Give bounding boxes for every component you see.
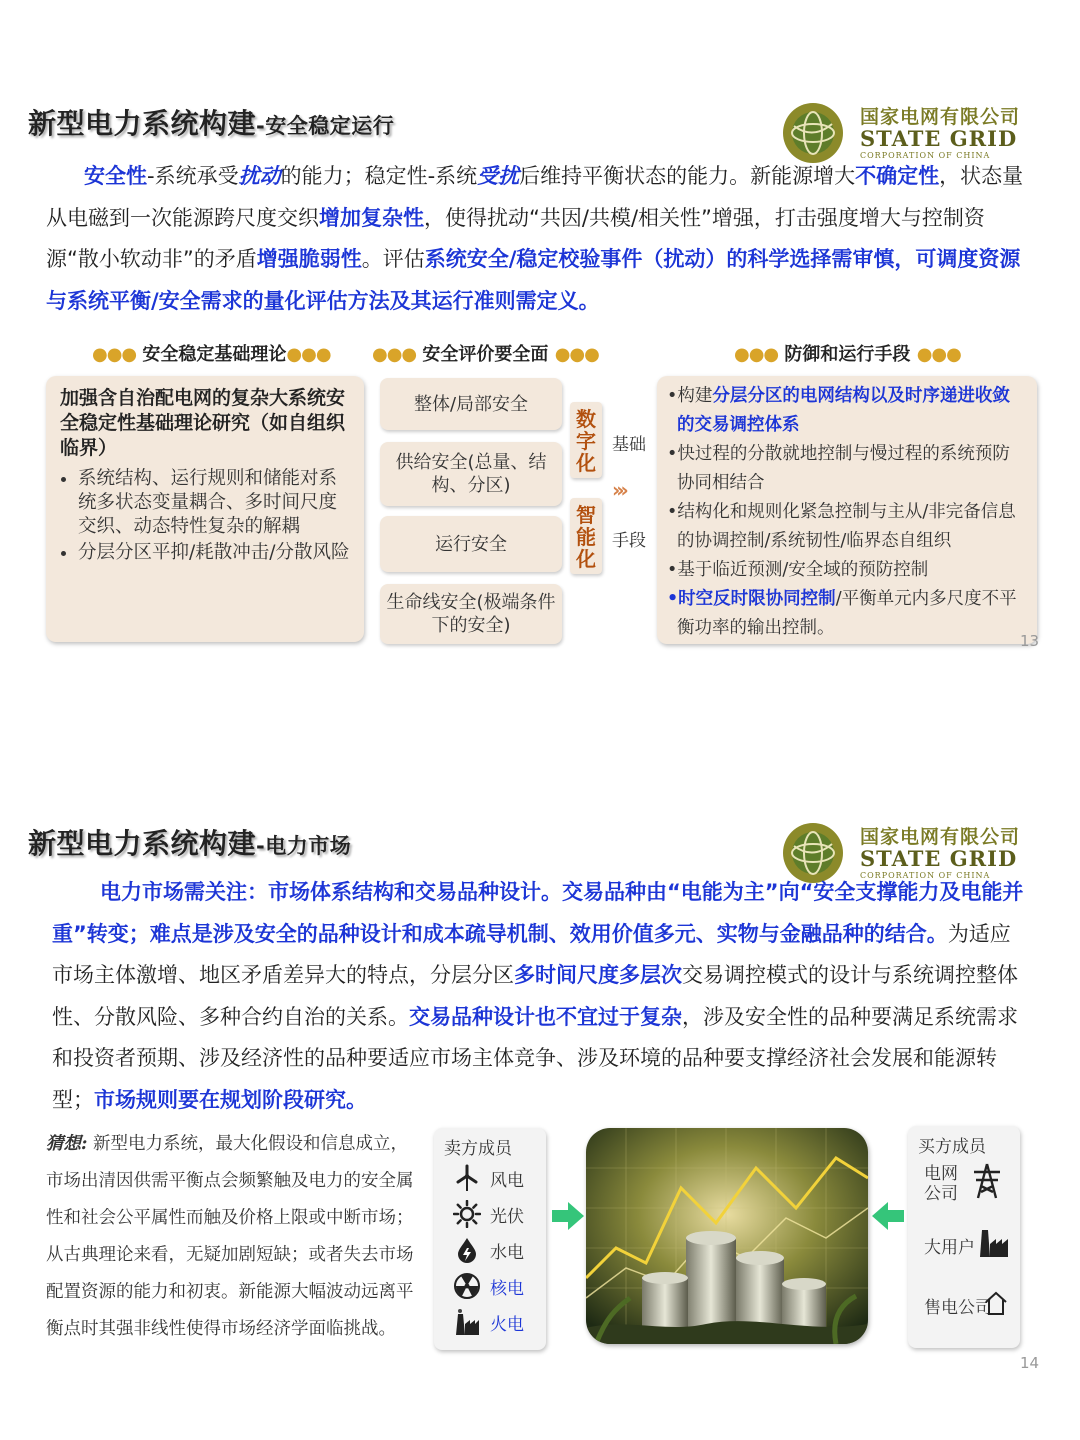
emphasis-text: 受扰 bbox=[477, 164, 520, 188]
factory-icon bbox=[976, 1224, 1010, 1258]
slide-13 bbox=[0, 80, 1080, 720]
arrow-left-icon bbox=[868, 1196, 908, 1236]
body-text: ，涉及安全性的品种要满足系统需求和投资者预期、涉及经济性的品种要适应市场主体竞争、涉及环境的品种要支撑经济社会发展和能源转型； bbox=[52, 1004, 1018, 1112]
eval-item-overall: 整体/局部安全 bbox=[380, 378, 562, 430]
defense-panel bbox=[657, 376, 1037, 644]
list-item bbox=[667, 382, 1027, 440]
seller-thermal: 火电 bbox=[452, 1308, 524, 1336]
list-item: • 分层分区平抑/耗散冲击/分散风险 bbox=[78, 541, 350, 565]
power-plant-icon bbox=[452, 1308, 482, 1336]
buyer-grid-company: 电网公司 bbox=[924, 1164, 958, 1204]
list-item bbox=[667, 440, 1027, 498]
body-text: ，状态量从电磁到一次能源跨尺度交织 bbox=[46, 164, 1024, 230]
intro-paragraph bbox=[46, 156, 1026, 322]
vertical-label-digital: 数 字 化 bbox=[570, 402, 602, 478]
buyer-box bbox=[908, 1126, 1020, 1348]
emphasis-text: •时空反时限协同控制 bbox=[667, 589, 836, 609]
house-icon bbox=[984, 1290, 1008, 1316]
wind-turbine-icon bbox=[452, 1164, 482, 1192]
list-item: • 系统结构、运行规则和储能对系统多状态变量耦合、多时间尺度交织、动态特性复杂的解耦 bbox=[78, 467, 350, 539]
theory-panel bbox=[46, 376, 364, 642]
body-text: 为适应市场主体激增、地区矛盾差异大的特点，分层分区 bbox=[52, 921, 1011, 987]
body-text: 。评估 bbox=[361, 247, 425, 271]
heading-evaluation: ●●● 安全评价要全面 ●●● bbox=[372, 344, 599, 365]
eval-item-lifeline: 生命线安全(极端条件下的安全) bbox=[380, 584, 562, 644]
chevron-right-icon: ››› bbox=[612, 478, 625, 502]
seller-hydro: 水电 bbox=[452, 1236, 524, 1264]
theory-list bbox=[60, 467, 350, 565]
heading-basic-theory: ●●● 安全稳定基础理论●●● bbox=[92, 344, 331, 365]
market-coins-image bbox=[586, 1128, 868, 1344]
eval-item-operation: 运行安全 bbox=[380, 516, 562, 572]
list-item bbox=[667, 585, 1027, 643]
buyer-large-user: 大用户 bbox=[924, 1238, 975, 1258]
conjecture-label: 猜想: bbox=[46, 1134, 88, 1154]
emphasis-text: 安全性 bbox=[84, 164, 147, 188]
seller-wind: 风电 bbox=[452, 1164, 524, 1192]
water-drop-icon bbox=[452, 1236, 482, 1264]
emphasis-text: 多时间尺度多层次 bbox=[514, 963, 682, 987]
emphasis-text: 市场规则要在规划阶段研究。 bbox=[94, 1087, 367, 1112]
seller-title: 卖方成员 bbox=[444, 1139, 512, 1159]
logo-en-text: STATE GRID bbox=[860, 846, 1018, 871]
conjecture-paragraph bbox=[46, 1126, 416, 1348]
emphasis-text: 分层分区的电网结构以及时序递进收敛的交易调控体系 bbox=[677, 386, 1010, 435]
body-text: •基于临近预测/安全域的预防控制 bbox=[667, 560, 929, 580]
eval-item-supply: 供给安全(总量、结构、分区) bbox=[380, 442, 562, 506]
slide-title: 新型电力系统构建-安全稳定运行 bbox=[28, 107, 395, 140]
slide-14 bbox=[0, 800, 1080, 1440]
page-number: 13 bbox=[1020, 632, 1040, 650]
buyer-retail-company: 售电公司 bbox=[924, 1298, 992, 1318]
emphasis-text: 系统安全/稳定校验事件（扰动）的科学选择需审慎，可调度资源与系统平衡/安全需求的量化评估方法及其运行准则需定义。 bbox=[46, 247, 1021, 313]
state-grid-globe-icon bbox=[782, 102, 844, 164]
list-item bbox=[667, 556, 1027, 585]
heading-defense: ●●● 防御和运行手段 ●●● bbox=[734, 344, 961, 365]
label-basis: 基础 bbox=[612, 435, 646, 455]
emphasis-text: 电力市场需关注：市场体系结构和交易品种设计。交易品种由“电能为主”向“安全支撑能力及电能并重”转变；难点是涉及安全的品种设计和成本疏导机制、效用价值多元、实物与金融品种的结合。 bbox=[52, 880, 1024, 946]
nuclear-icon bbox=[452, 1272, 482, 1300]
arrow-right-icon bbox=[548, 1196, 588, 1236]
emphasis-text: 不确定性 bbox=[855, 164, 940, 188]
body-text: ，使得扰动“共因/共模/相关性”增强，打击强度增大与控制资源“散小软动非”的矛盾 bbox=[46, 205, 985, 271]
body-text: 后维持平衡状态的能力。新能源增大 bbox=[519, 164, 856, 188]
logo-cn-text: 国家电网有限公司 bbox=[860, 106, 1021, 128]
body-text: •构建 bbox=[667, 386, 713, 406]
body-text: /平衡单元内多尺度不平衡功率的输出控制。 bbox=[677, 589, 1017, 638]
body-text: •快过程的分散就地控制与慢过程的系统预防协同相结合 bbox=[667, 444, 1010, 493]
label-means: 手段 bbox=[612, 531, 646, 551]
logo-en-subtext: CORPORATION OF CHINA bbox=[860, 871, 991, 880]
conjecture-text: 新型电力系统，最大化假设和信息成立，市场出清因供需平衡点会频繁触及电力的安全属性和社会公平属性而触及价格上限或中断市场；从古典理论来看，无疑加剧短缺；或者失去市场配置资源的能力和初衷。新能源大幅波动远离平衡点时其强非线性使得市场经济学面临挑战。 bbox=[46, 1134, 414, 1339]
seller-box bbox=[434, 1128, 546, 1350]
body-text: 的能力；稳定性-系统 bbox=[280, 164, 478, 188]
logo-en-subtext: CORPORATION OF CHINA bbox=[860, 151, 991, 160]
seller-nuclear: 核电 bbox=[452, 1272, 524, 1300]
emphasis-text: 增强脆弱性 bbox=[256, 247, 362, 271]
seller-solar: 光伏 bbox=[452, 1200, 524, 1228]
theory-heading: 加强含自治配电网的复杂大系统安全稳定性基础理论研究（如自组织临界） bbox=[60, 387, 346, 459]
slide-title: 新型电力系统构建-电力市场 bbox=[28, 827, 352, 860]
body-text: -系统承受 bbox=[147, 164, 239, 188]
intro-paragraph bbox=[52, 872, 1027, 1121]
logo-cn-text: 国家电网有限公司 bbox=[860, 826, 1021, 848]
buyer-title: 买方成员 bbox=[918, 1137, 986, 1157]
logo-en-text: STATE GRID bbox=[860, 126, 1018, 151]
emphasis-text: 增加复杂性 bbox=[319, 205, 424, 230]
page-number: 14 bbox=[1020, 1354, 1040, 1372]
body-text: 交易调控模式的设计与系统调控整体性、分散风险、多种合约自治的关系。 bbox=[52, 963, 1018, 1029]
body-text: •结构化和规则化紧急控制与主从/非完备信息的协调控制/系统韧性/临界态自组织 bbox=[667, 502, 1016, 551]
sun-icon bbox=[452, 1200, 482, 1228]
list-item bbox=[667, 498, 1027, 556]
vertical-label-intelligent: 智 能 化 bbox=[570, 498, 602, 574]
emphasis-text: 交易品种设计也不宜过于复杂 bbox=[409, 1004, 682, 1029]
emphasis-text: 扰动 bbox=[238, 164, 281, 188]
transmission-tower-icon bbox=[970, 1162, 1004, 1200]
